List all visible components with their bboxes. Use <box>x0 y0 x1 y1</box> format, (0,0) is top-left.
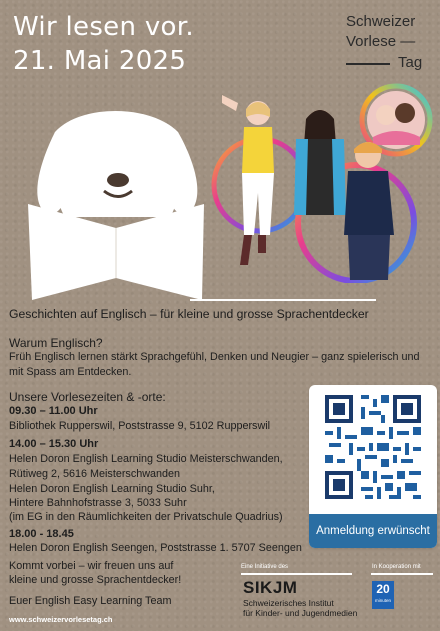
footer-rule-left <box>241 573 352 575</box>
why-heading: Warum Englisch? <box>9 336 103 350</box>
sikjm-name-1: Schweizerisches Institut <box>243 598 334 608</box>
closing-line-2: kleine und grosse Sprachentdecker! <box>9 574 182 586</box>
slot-2-location-4: Hintere Bahnhofstrasse 3, 5033 Suhr <box>9 497 187 509</box>
slot-2-time: 14.00 – 15.30 Uhr <box>9 438 99 450</box>
initiative-label: Eine Initiative des <box>241 564 289 570</box>
event-title: Wir lesen vor. <box>13 12 194 42</box>
sikjm-name-2: für Kinder- und Jugendmedien <box>243 608 358 618</box>
qr-code[interactable] <box>325 395 421 499</box>
partner-logo <box>372 581 394 609</box>
brand-line-1: Schweizer <box>346 13 416 30</box>
website-link[interactable]: www.schweizervorlesetag.ch <box>9 615 113 624</box>
closing-line-1: Kommt vorbei – wir freuen uns auf <box>9 560 174 572</box>
vorlesetag-logo <box>344 12 436 72</box>
registration-cta[interactable]: Anmeldung erwünscht <box>309 514 437 548</box>
slot-3-time: 18.00 - 18.45 <box>9 528 74 540</box>
why-text: Früh Englisch lernen stärkt Sprachgefühl, Denken und Neugier – ganz spielerisch und mit Spass am Entdecken. <box>9 351 420 378</box>
footer-rule-right <box>371 573 433 575</box>
cooperation-label: In Kooperation mit <box>372 564 421 570</box>
partner-logo-number: 20 <box>376 582 390 596</box>
brand-line-2: Vorlese — <box>346 33 416 50</box>
dog-reading-illustration <box>20 92 215 302</box>
brand-line-3: Tag <box>398 54 423 71</box>
slot-2-location-5: (im EG in den Räumlichkeiten der Privatschule Quadrius) <box>9 511 283 523</box>
kids-photo-collage <box>208 75 433 283</box>
schedule-heading: Unsere Vorlesezeiten & -orte: <box>9 390 166 404</box>
event-date: 21. Mai 2025 <box>13 46 187 76</box>
slot-1-location: Bibliothek Rupperswil, Poststrasse 9, 5102 Rupperswil <box>9 420 271 432</box>
slot-3-location: Helen Doron English Seengen, Poststrasse 1. 5707 Seengen <box>9 542 302 554</box>
registration-qr-card[interactable] <box>309 385 437 548</box>
slot-2-location-3: Helen Doron English Learning Studio Suhr, <box>9 483 215 495</box>
headline: Geschichten auf Englisch – für kleine und grosse Sprachentdecker <box>9 307 369 321</box>
signature: Euer English Easy Learning Team <box>9 595 172 607</box>
partner-logo-word: minuten <box>374 598 391 603</box>
slot-2-location-1: Helen Doron English Learning Studio Meisterschwanden, <box>9 453 283 465</box>
sikjm-logo: SIKJM <box>243 578 298 597</box>
brand-rule <box>346 63 390 65</box>
headline-rule <box>190 299 376 301</box>
slot-1-time: 09.30 – 11.00 Uhr <box>9 405 98 417</box>
slot-2-location-2: Rütiweg 2, 5616 Meisterschwanden <box>9 468 181 480</box>
